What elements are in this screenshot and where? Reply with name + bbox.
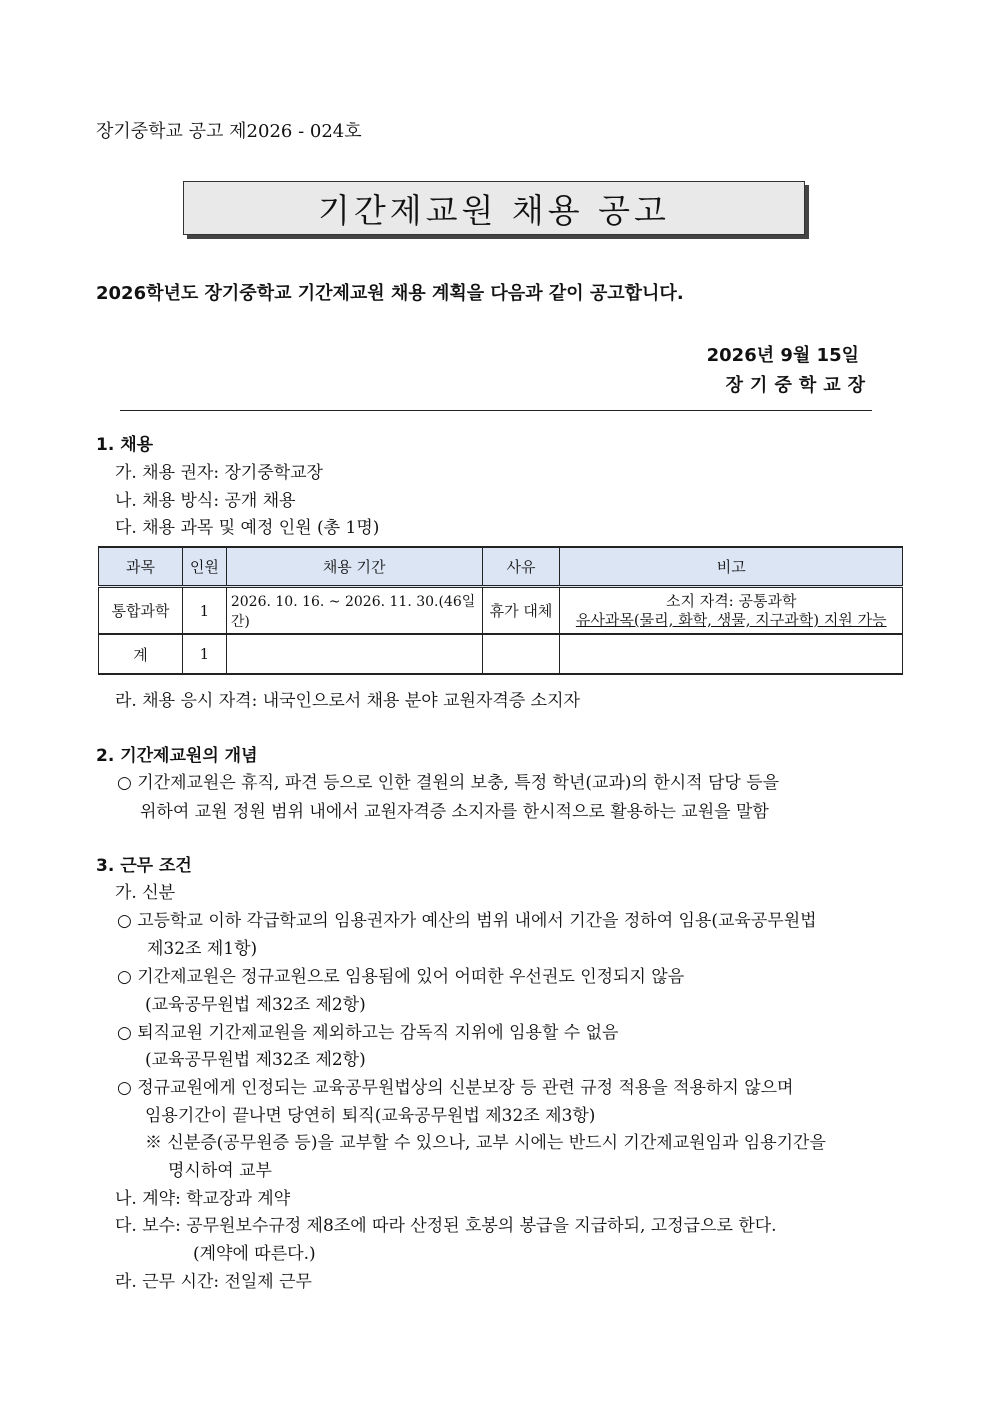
- page-title: 기간제교원 채용 공고: [318, 190, 670, 230]
- cell-period: 2026. 10. 16. ~ 2026. 11. 30.(46일간): [226, 587, 482, 635]
- cell-empty: [226, 634, 482, 674]
- recruitment-table: [98, 546, 903, 675]
- section3-bullet4-line2: 임용기간이 끝나면 당연히 퇴직(교육공무원법 제32조 제3항): [145, 1106, 596, 1126]
- header-count: 인원: [182, 547, 226, 587]
- section3-item-c-line1: 다. 보수: 공무원보수규정 제8조에 따라 산정된 호봉의 봉급을 지급하되, 고정급으로 한다.: [115, 1216, 777, 1236]
- notice-date: 2026년 9월 15일: [706, 345, 859, 366]
- cell-empty: [482, 634, 560, 674]
- section1-item-d: 라. 채용 응시 자격: 내국인으로서 채용 분야 교원자격증 소지자: [115, 691, 580, 711]
- section3-bullet1-line1: ○ 고등학교 이하 각급학교의 임용권자가 예산의 범위 내에서 기간을 정하여 임용(교육공무원법: [117, 911, 817, 931]
- section2-heading: 2. 기간제교원의 개념: [96, 746, 258, 766]
- cell-note: [560, 587, 903, 635]
- section2-bullet-line2: 위하여 교원 정원 범위 내에서 교원자격증 소지자를 한시적으로 활용하는 교원을 말함: [140, 802, 769, 822]
- section3-heading: 3. 근무 조건: [96, 856, 192, 876]
- header-subject: 과목: [99, 547, 183, 587]
- header-note: 비고: [560, 547, 903, 587]
- title-box: [183, 181, 805, 235]
- section3-bullet4-line1: ○ 정규교원에게 인정되는 교육공무원법상의 신분보장 등 관련 규정 적용을 적용하지 않으며: [117, 1078, 794, 1098]
- divider: [120, 410, 872, 411]
- cell-reason: 휴가 대체: [482, 587, 560, 635]
- section3-bullet2-line2: (교육공무원법 제32조 제2항): [145, 995, 366, 1015]
- table-total-row: [99, 634, 903, 674]
- table-row: [99, 587, 903, 635]
- cell-subject: 통합과학: [99, 587, 183, 635]
- section3-item-b: 나. 계약: 학교장과 계약: [115, 1189, 291, 1209]
- header-period: 채용 기간: [226, 547, 482, 587]
- section3-item-d: 라. 근무 시간: 전일제 근무: [115, 1272, 312, 1292]
- section3-note-line2: 명시하여 교부: [168, 1161, 272, 1181]
- section3-bullet3-line1: ○ 퇴직교원 기간제교원을 제외하고는 감독직 지위에 임용할 수 없음: [117, 1023, 619, 1043]
- notice-number: 장기중학교 공고 제2026 - 024호: [96, 121, 362, 142]
- cell-total-label: 계: [99, 634, 183, 674]
- section1-heading: 1. 채용: [96, 435, 154, 455]
- note-similar-subjects: 유사과목(물리, 화학, 생물, 지구과학) 지원 가능: [575, 610, 887, 629]
- section3-note-line1: ※ 신분증(공무원증 등)을 교부할 수 있으나, 교부 시에는 반드시 기간제교원임과 임용기간을: [145, 1133, 826, 1153]
- table-header-row: [99, 547, 903, 587]
- section3-bullet3-line2: (교육공무원법 제32조 제2항): [145, 1050, 366, 1070]
- cell-empty: [560, 634, 903, 674]
- section3-item-a: 가. 신분: [115, 883, 176, 903]
- note-qualification: 소지 자격: 공통과학: [665, 591, 797, 610]
- intro-text: 2026학년도 장기중학교 기간제교원 채용 계획을 다음과 같이 공고합니다.: [96, 283, 684, 304]
- section3-item-c-line2: (계약에 따른다.): [193, 1244, 316, 1264]
- cell-total-count: 1: [182, 634, 226, 674]
- principal-signature: 장기중학교장: [725, 375, 872, 396]
- section1-item-a: 가. 채용 권자: 장기중학교장: [115, 463, 323, 483]
- section3-bullet1-line2: 제32조 제1항): [147, 939, 258, 959]
- header-reason: 사유: [482, 547, 560, 587]
- cell-count: 1: [182, 587, 226, 635]
- section2-bullet-line1: ○ 기간제교원은 휴직, 파견 등으로 인한 결원의 보충, 특정 학년(교과)의 한시적 담당 등을: [117, 773, 780, 793]
- section1-item-b: 나. 채용 방식: 공개 채용: [115, 491, 296, 511]
- section3-bullet2-line1: ○ 기간제교원은 정규교원으로 임용됨에 있어 어떠한 우선권도 인정되지 않음: [117, 967, 685, 987]
- section1-item-c: 다. 채용 과목 및 예정 인원 (총 1명): [115, 518, 380, 538]
